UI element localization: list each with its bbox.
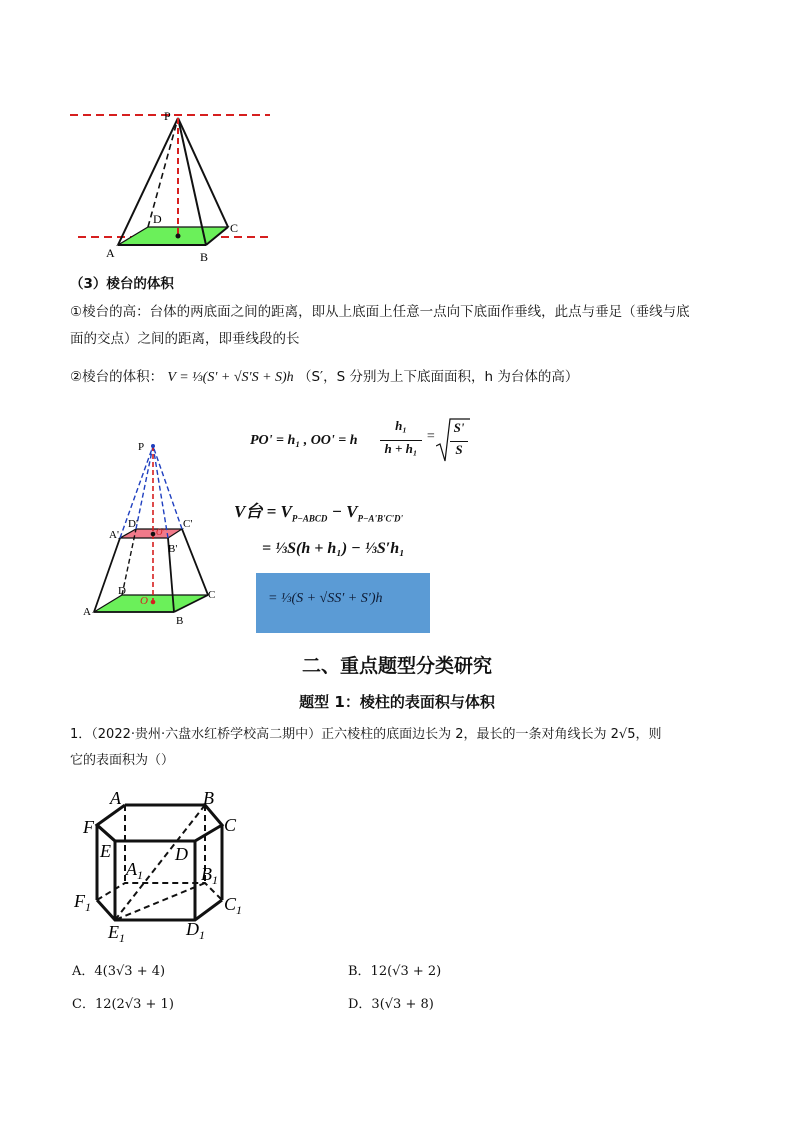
eq-po-oo: PO' = h₁ , OO' = h xyxy=(250,433,358,448)
label-O: O xyxy=(140,595,148,607)
section-title: 二、重点题型分类研究 xyxy=(301,655,492,677)
item2-suffix: （S′，S 分别为上下底面面积，h 为台体的高） xyxy=(297,369,579,385)
option-b[interactable]: B．12(√3 + 2) xyxy=(348,964,442,979)
result-box xyxy=(256,573,430,633)
eq-ratio xyxy=(378,418,468,464)
ratio-den: h + h₁ xyxy=(384,441,418,456)
option-c[interactable]: C．12(2√3 + 1) xyxy=(72,997,174,1012)
label-E: E xyxy=(100,841,111,861)
label-C: C xyxy=(224,815,237,835)
ratio-eq: = xyxy=(426,429,436,444)
question-1-line1: 1．（2022·贵州·六盘水红桥学校高二期中）正六棱柱的底面边长为 2，最长的一条对角线长为 2√5，则 xyxy=(70,727,662,742)
label-O1: O' xyxy=(156,527,165,537)
frustum-figure xyxy=(80,432,230,632)
section3-item1-line1: ①棱台的高：台体的两底面之间的距离，即从上底面上任意一点向下底面作垂线，此点与垂足（垂线与底 xyxy=(70,304,690,320)
label-D1: $D_1$ xyxy=(186,919,205,942)
label-C: C xyxy=(208,589,216,601)
label-B: B xyxy=(200,250,209,264)
eq-volume-expand: = ⅓S(h + h₁) − ⅓S′h₁ xyxy=(262,540,405,557)
label-B1: $B_1$ xyxy=(201,864,218,887)
label-E1: $E_1$ xyxy=(108,922,125,945)
label-P: P xyxy=(164,109,171,123)
label-D: D xyxy=(175,844,188,864)
section3-heading: （3）棱台的体积 xyxy=(70,276,174,292)
label-B: B xyxy=(176,615,184,627)
label-F1: $F_1$ xyxy=(74,891,91,914)
item2-prefix: ②棱台的体积： xyxy=(70,369,164,385)
label-A: A xyxy=(106,246,115,260)
option-d[interactable]: D．3(√3 + 8) xyxy=(348,997,434,1012)
label-C1: $C_1$ xyxy=(224,894,243,917)
sqrt-den: S xyxy=(455,442,463,457)
base-square xyxy=(118,227,228,245)
ratio-num: h₁ xyxy=(395,418,407,433)
label-A: A xyxy=(110,788,121,808)
label-B: B xyxy=(203,788,214,808)
label-C1: C' xyxy=(183,518,193,530)
item2-formula: V = ⅓(S′ + √S′S + S)h xyxy=(167,370,294,385)
label-A1: A' xyxy=(109,529,119,541)
label-A: A xyxy=(83,606,91,618)
pyramid-figure xyxy=(60,100,280,270)
label-D: D xyxy=(118,585,126,597)
type-title: 题型 1：棱柱的表面积与体积 xyxy=(299,693,495,711)
eq-volume-diff: V台 = $V_{P-ABCD} - V_{P-A'B'C'D'}$ xyxy=(234,502,403,524)
label-P: P xyxy=(138,441,145,453)
question-1-line2: 它的表面积为（） xyxy=(70,753,175,768)
sqrt-num: S' xyxy=(453,420,465,435)
label-A1: $A_1$ xyxy=(126,859,143,882)
label-F: F xyxy=(83,817,94,837)
option-a[interactable]: A．4(3√3 + 4) xyxy=(72,964,166,979)
section3-item1-line2: 面的交点）之间的距离，即垂线段的长 xyxy=(70,331,300,347)
label-C: C xyxy=(230,221,239,235)
section3-item2 xyxy=(70,366,578,389)
eq-volume-result: = ⅓(S + √SS′ + S′)h xyxy=(268,591,383,606)
label-D: D xyxy=(153,212,162,226)
hexagonal-prism-figure xyxy=(70,785,260,950)
label-B1: B' xyxy=(168,543,178,555)
label-D1: D' xyxy=(128,518,138,530)
